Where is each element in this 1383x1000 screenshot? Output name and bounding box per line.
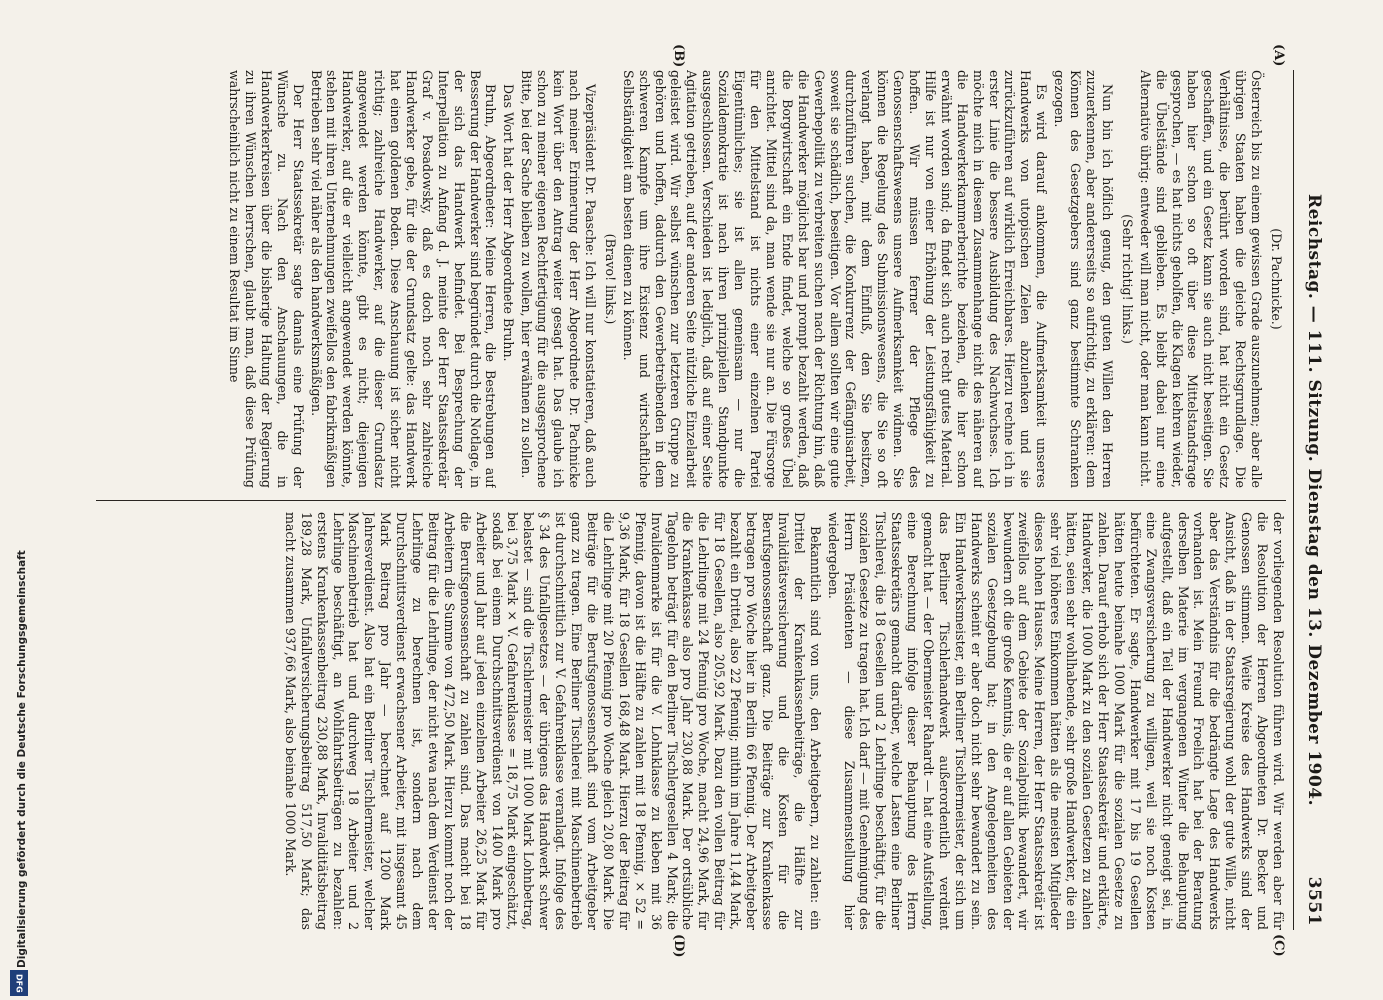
paragraph: Bekanntlich sind von uns, den Arbeitgebern, zu zahlen: ein Drittel der Krankenkassenbeiträge, die Hälfte zur Invaliditätsversicherung und die Kosten für die Berufsgenossenschaft ganz. Die Beiträge zur Krankenkasse betragen pro Woche hier in Berlin 66 Pfennig. Der Arbeitgeber bezahlt ein Drittel, also 22 Pfennig; mithin im Jahre 11,44 Mark, für 18 Gesellen, also 205,92 Mark. Dazu den vollen Beitrag für die Lehrlinge mit 24 Pfennig pro Woche, macht 24,96 Mark, für die Krankenkasse also pro Jahr 230,88 Mark. Der ortsübliche Tagelohn beträgt für den Berliner Tischlergesellen 4 Mark; die Invalidenmarke ist für die V. Lohnklasse zu kleben mit 36 Pfennig, davon ist die Hälfte zu zahlen mit 18 Pfennig, × 52 = 9,36 Mark, für 18 Gesellen 168,48 Mark. Hierzu der Beitrag für die Lehrlinge mit 20 Pfennig pro Woche gleich 20,80 Mark. Die Beiträge für die Berufsgenossenschaft sind vom Arbeitgeber ganz zu tragen. Eine Berliner Tischlerei mit Maschinenbetrieb ist durchschnittlich zur V. Gefahrenklasse veranlagt. Infolge des § 34 des Unfallgesetzes — der übrigens das Handwerk schwer belastet — sind die Tischlermeister mit 1000 Mark Lohnbetrag, bei 3,75 Mark × V. Gefahrenklasse = 18,75 Mark eingeschätzt, sodaß bei einem Durchschnittsverdienst von 1400 Mark pro Arbeiter und Jahr auf jeden einzelnen Arbeiter 26,25 Mark für die Berufsgenossenschaft zu zahlen sind. Das macht bei 18 Arbeitern die Summe von 472,50 Mark. Hierzu kommt noch der Beitrag für die Lehrlinge, der nicht etwa nach dem Verdienst der Lehrlinge zu berechnen ist, sondern nach dem Durchschnittsverdienst erwachsener Arbeiter, mit insgesamt 45 Mark Beitrag pro Jahr — berechnet auf 1200 Mark Jahresverdienst. Also hat ein Berliner Tischlermeister, welcher Maschinenbetrieb hat und durchweg 18 Arbeiter und 2 Lehrlinge beschäftigt, an Wohlfahrtsbeiträgen zu bezahlen: erstens Krankenkassenbeitrag 230,88 Mark, Invaliditätsbeitrag 189,28 Mark, Unfallversicherungsbeitrag 517,50 Mark; das macht zusammen 937,66 Mark, also beinahe 1000 Mark. [282,512,823,930]
dfg-logo-icon: DFG [10,970,28,996]
speaker-reference: (Dr. Pachnicke.) [1269,228,1284,330]
paragraph: Es wird darauf ankommen, die Aufmerksamkeit unseres Handwerks von utopischen Zielen abzulenken und sie zurückzuführen auf wirklich Erreichbares. Hierzu rechne ich in erster Linie die bessere Ausbildung des Nachwuchses. Ich möchte mich in diesem Zusammenhange nicht des näheren auf die Handwerkerkammerberichte beziehen, die hier schon erwähnt worden sind; da findet sich auch recht gutes Material. Hilfe ist nur von einer Erhöhung der Leistungsfähigkeit zu hoffen. Wir müssen ferner der Pflege des Genossenschaftswesens unsere Aufmerksamkeit widmen. Sie können die Regelung des Submissionswesens, die Sie so oft verlangt haben, mit dem Einfluß, den Sie besitzen, durchzuführen suchen, die Konkurrenz der Gefängnisarbeit, soweit sie schädlich, beseitigen. Vor allem sollten wir eine gute Gewerbepolitik zu verbreiten suchen nach der Richtung hin, daß die Handwerker möglichst bar und prompt bezahlt werden, daß die Borgwirtschaft ein Ende findet, welche so großes Übel anrichtet. Mittel sind da, man wende sie nur an. Die Fürsorge für den Mittelstand ist nichts einer einzelnen Partei Eigentümliches; sie ist allen gemeinsam — nur die Sozialdemokratie ist nach ihren prinzipiellen Standpunkte ausgeschlossen. Verschieden ist lediglich, daß auf einer Seite Agitation getrieben, auf der anderen Seite nützliche Einzelarbeit geleistet wird. Wir selbst wünschen zur letzteren Gruppe zu gehören und hoffen, dadurch den Gewerbetreibenden in dem schweren Kampfe um ihre Existenz und wirtschaftliche Selbständigkeit am besten dienen zu können. [620,70,1050,488]
paragraph: Vizepräsident Dr. Paasche: Ich will nur konstatieren, daß auch nach meiner Erinnerung der Herr Abgeordnete Dr. Pachnicke kein Wort über den Antrag weiter gesagt hat. Das glaube ich schon zu meiner eigenen Rechtfertigung für die ausgesprochene Bitte, bei der Sache bleiben zu wollen, hier erwähnen zu sollen. [519,70,598,488]
page-header [1296,70,1326,930]
paragraph: Nun bin ich höflich genug, den guten Willen den Herren zuzuerkennen, aber andererseits so aufrichtig, zu erklären: dem Können des Gesetzgebers sind ganz bestimmte Schranken gezogen. [1052,70,1115,488]
rotated-page [86,44,1326,958]
column-divider [96,500,1286,501]
page-title: Reichstag. — 111. Sitzung. Dienstag den 13. Dezember 1904. [1304,193,1324,807]
paragraph: Der Herr Staatssekretär sagte damals eine Prüfung der Wünsche zu. Nach den Anschauungen, die in Handwerkerkreisen über die bisherige Haltung der Regierung zu ihren Wünschen herrschen, glaubt man, daß diese Prüfung wahrscheinlich nicht zu einem Resultat im Sinne [227,70,306,488]
margin-marker-d: (D) [671,934,686,958]
right-column [91,512,1286,930]
paragraph: Das Wort hat der Herr Abgeordnete Bruhn. [501,84,517,362]
paragraph: der vorliegenden Resolution führen wird. Wir werden aber für die Resolution der Herren Abgeordneten Dr. Becker und Genossen stimmen. Weite Kreise des Handwerks sind der Ansicht, daß in der Staatsregierung wohl der gute Wille, nicht aber das Verständnis für die bedrängte Lage des Handwerks vorhanden ist. Mein Freund Froelich hat bei der Beratung derselben Materie im vergangenen Winter die Behauptung aufgestellt, daß ein Teil der Handwerker nicht geneigt sei, in eine Zwangsversicherung zu willigen, weil sie noch Kosten befürchteten. Er sagte, Handwerker mit 17 bis 19 Gesellen hätten heute beinahe 1000 Mark für die sozialen Gesetze zu zahlen. Darauf erhob sich der Herr Staatssekretär und erklärte, Handwerker, die 1000 Mark zu den sozialen Gesetzen zu zahlen hätten, seien sehr wohlhabende, sehr große Handwerker, die ein sehr viel höheres Einkommen hätten als die meisten Mitglieder dieses hohen Hauses. Meine Herren, der Herr Staatssekretär ist zweifellos auf dem Gebiete der Sozialpolitik bewandert, wir bewundern oft die große Kenntnis, die er auf allen Gebieten der sozialen Gesetzgebung hat; in den Angelegenheiten des Handwerks scheint er aber doch nicht sehr bewandert zu sein. Ein Handwerksmeister, ein Berliner Tischlermeister, der sich um das Berliner Tischlerhandwerk außerordentlich verdient gemacht hat — der Obermeister Rahardt — hat eine Aufstellung, eine Berechnung infolge dieser Behauptung des Herrn Staatssekretärs gemacht darüber, welche Lasten eine Berliner Tischlerei, die 18 Gesellen und 2 Lehrlinge beschäftigt, für die sozialen Gesetze zu tragen hat. Ich darf — mit Genehmigung des Herrn Präsidenten — diese Zusammenstellung hier wiedergeben. [825,512,1286,930]
funding-note: Digitalisierung gefördert durch die Deutsche Forschungsgemeinschaft [16,550,28,968]
funding-sidebar [8,0,38,1000]
interjection: (Sehr richtig! links.) [1119,214,1135,344]
margin-marker-a: (A) [1271,44,1286,67]
margin-marker-b: (B) [671,44,686,68]
page-number: 3551 [1304,876,1324,926]
header-rule [1293,70,1294,930]
paragraph: Bruhn, Abgeordneter: Meine Herren, die Bestrebungen auf Besserung der Handwerker sind begründet durch die Notlage, in der sich das Handwerk befindet. Bei Besprechung der Interpellation zu Anfang d. J. meinte der Herr Staatssekretär Graf v. Posadowsky, daß es doch noch sehr zahlreiche Handwerker gebe, für die der Grundsatz gelte: das Handwerk hat einen goldenen Boden. Diese Anschauung ist sicher nicht richtig; zahlreiche Handwerker, auf die dieser Grundsatz angewendet werden könnte, gibt es nicht; diejenigen Handwerker, auf die er vielleicht angewendet werden könnte, stehen mit ihren Unternehmungen zweifellos den fabrikmäßigen Betrieben sehr viel näher als den handwerksmäßigen. [308,70,499,488]
margin-marker-c: (C) [1271,934,1286,957]
left-column [91,70,1286,488]
interjection: (Bravo! links.) [602,233,618,325]
paragraph: Österreich bis zu einem gewissen Grade auszunehmen; aber alle übrigen Staaten haben die gleiche Rechtsgrundlage. Die Verhältnisse, die berührt worden sind, hat nicht ein Gesetz geschaffen, und ein Gesetz kann sie auch nicht beseitigen. Sie haben hier schon so oft über diese Mittelstandsfrage gesprochen, — es hat nichts geholfen, die Klagen kehren wieder, die Übelstände sind geblieben. Es bleibt dabei nur eine Alternative übrig: entweder will man nicht, oder man kann nicht. [1137,70,1265,488]
